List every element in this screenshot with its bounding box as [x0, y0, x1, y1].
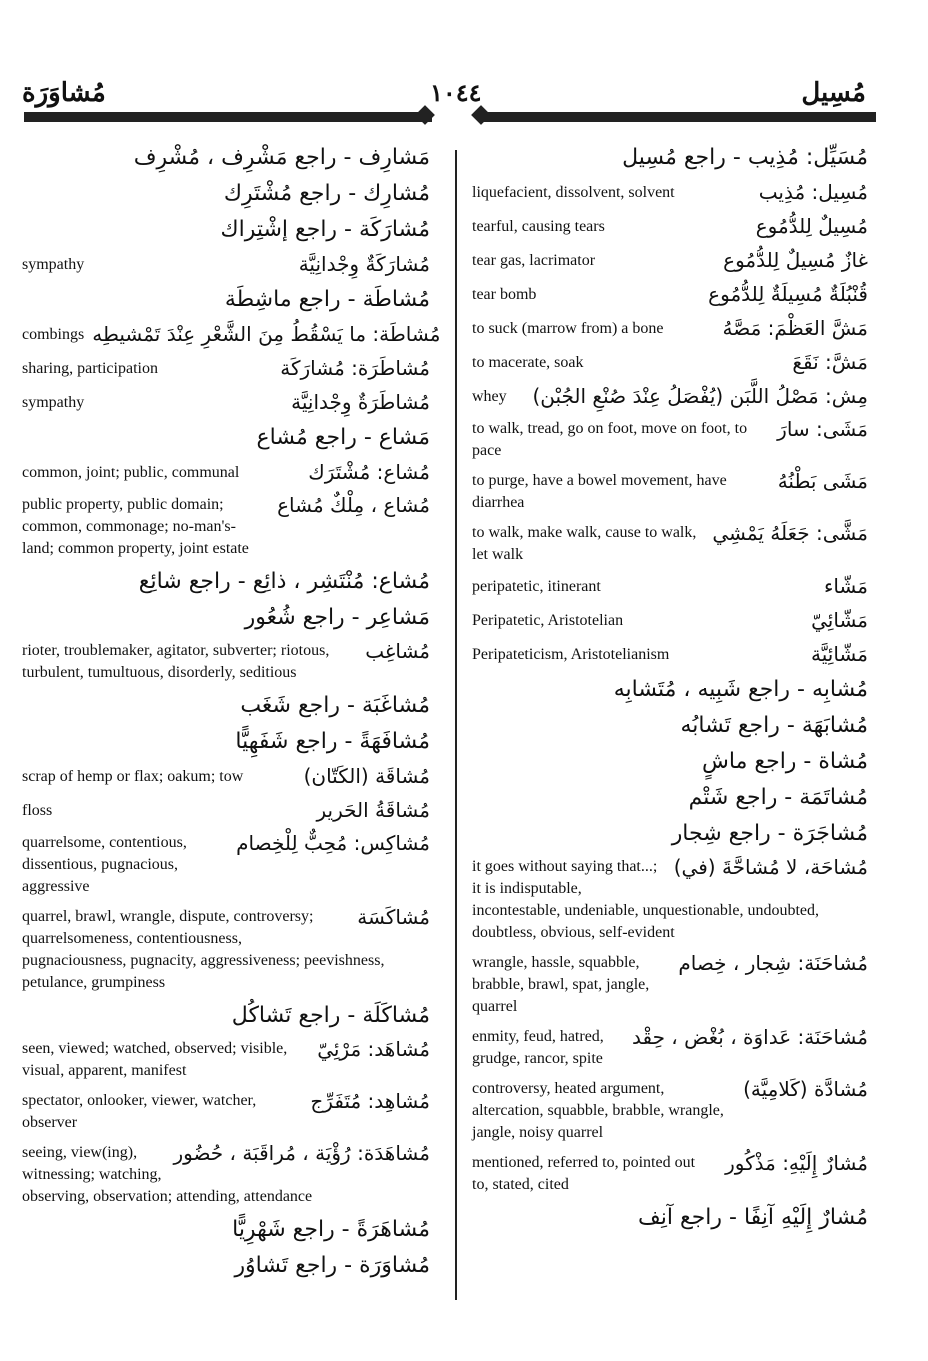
arabic-headword: غازٌ مُسِيلٌ لِلدُّمُوع	[723, 248, 868, 272]
arabic-headword: مُشاغِب	[365, 639, 430, 663]
dictionary-entry	[472, 466, 868, 514]
arabic-headword: مُشاطَة: ما يَسْقُطُ مِنَ الشَّعْرِ عِنْدَ تَمْشيطِه	[92, 322, 441, 346]
english-definition: common, joint; public, communal	[22, 464, 240, 481]
page-number: ١٠٤٤	[430, 78, 482, 107]
english-definition: controversy, heated argument, altercation, squabble, brabble, wrangle, jangle, noisy quarrel	[472, 1080, 724, 1141]
dictionary-entry	[22, 688, 430, 724]
dictionary-entry	[22, 282, 430, 318]
dictionary-entry	[22, 352, 430, 386]
arabic-headword: مُشاهَد: مَرْئِيّ	[317, 1037, 430, 1061]
arabic-headword: مَشَّى: جَعَلَهُ يَمْشِي	[712, 521, 868, 545]
dictionary-entry	[472, 672, 868, 708]
arabic-headword: مُسَيِّل: مُذِيب - راجع مُسِيل	[622, 145, 868, 170]
running-headword-right: مُسِيل	[801, 78, 866, 108]
english-definition: to walk, make walk, cause to walk, let walk	[472, 524, 697, 563]
english-definition: seen, viewed; watched, observed; visible, visual, apparent, manifest	[22, 1040, 288, 1079]
dictionary-entry	[22, 176, 430, 212]
english-definition: Peripateticism, Aristotelianism	[472, 646, 670, 663]
english-definition: floss	[22, 802, 53, 819]
english-definition: it goes without saying that...; it is indisputable, incontestable, undeniable, unquestionable, undoubted, doubtless, obvious, self-evident	[472, 858, 820, 941]
english-definition: sympathy	[22, 256, 85, 273]
english-definition: quarrelsome, contentious, dissentious, pugnacious, aggressive	[22, 834, 187, 895]
dictionary-entry	[472, 744, 868, 780]
arabic-headword: مُشاحَة، لا مُشاحَّةَ (في)	[673, 855, 868, 879]
dictionary-entry	[472, 414, 868, 462]
dictionary-entry	[472, 604, 868, 638]
dictionary-entry	[22, 1086, 430, 1134]
english-definition: to suck (marrow from) a bone	[472, 320, 664, 337]
english-definition: combings	[22, 326, 85, 343]
dictionary-entry	[22, 828, 430, 898]
arabic-headword: مُشاهَدَة: رُؤْيَة ، مُراقَبَة ، حُضُور	[173, 1141, 430, 1165]
arabic-headword: مُشابَهَة - راجع تَشابُه	[680, 713, 868, 738]
arabic-headword: مُشاع: مُنْتَشِر ، ذائِع - راجع شائِع	[138, 569, 430, 594]
english-definition: sympathy	[22, 394, 85, 411]
english-definition: rioter, troublemaker, agitator, subverter; riotous, turbulent, tumultuous, disorderly, seditious	[22, 642, 330, 681]
arabic-headword: مَشَّ: نَقَعَ	[792, 350, 868, 374]
arabic-headword: مَشاع - راجع مُشاع	[256, 425, 430, 450]
english-definition: peripatetic, itinerant	[472, 578, 601, 595]
dictionary-entry	[472, 1148, 868, 1196]
dictionary-entry	[472, 1200, 868, 1236]
dictionary-entry	[472, 708, 868, 744]
dictionary-entry	[472, 244, 868, 278]
arabic-headword: مُشارٌ إِلَيْهِ آنِفًا - راجع آنِف	[637, 1205, 868, 1230]
arabic-headword: مَشَّ العَظْمَ: مَصَّهُ	[722, 316, 868, 340]
arabic-headword: مُشاهِد: مُتَفَرِّج	[310, 1089, 430, 1113]
arabic-headword: مُشاطَرَة: مُشارَكَة	[280, 356, 430, 380]
english-definition: spectator, onlooker, viewer, watcher, observer	[22, 1092, 257, 1131]
arabic-headword: مُشابِه - راجع شَبِيه ، مُتَشابِه	[613, 677, 868, 702]
english-definition: to purge, have a bowel movement, have diarrhea	[472, 472, 727, 511]
english-definition: wrangle, hassle, squabble, brabble, brawl, spat, jangle, quarrel	[472, 954, 650, 1015]
english-definition: whey	[472, 388, 507, 405]
english-definition: tearful, causing tears	[472, 218, 605, 235]
arabic-headword: مَشّائِيّ	[811, 608, 868, 632]
arabic-headword: مَشّاء	[823, 574, 868, 598]
dictionary-entry	[22, 490, 430, 560]
dictionary-entry	[22, 1248, 430, 1284]
english-definition: liquefacient, dissolvent, solvent	[472, 184, 675, 201]
arabic-headword: مُشاكَلَة - راجع تَشاكُل	[231, 1003, 430, 1028]
arabic-headword: مَشارِف - راجع مَشْرِف ، مُشْرِف	[133, 145, 430, 170]
dictionary-entry	[22, 600, 430, 636]
dictionary-entry	[22, 1138, 430, 1208]
running-headword-left: مُشاوَرَة	[22, 78, 106, 108]
dictionary-entry	[22, 140, 430, 176]
dictionary-entry	[22, 1034, 430, 1082]
english-definition: Peripatetic, Aristotelian	[472, 612, 624, 629]
dictionary-entry	[472, 638, 868, 672]
arabic-headword: مُشاطَة - راجع ماشِطَة	[224, 287, 430, 312]
english-definition: public property, public domain; common, commonage; no-man's-land; common property, joint estate	[22, 496, 249, 557]
english-definition: to walk, tread, go on foot, move on foot, to pace	[472, 420, 748, 459]
arabic-headword: مُشاحَنَة: عَداوَة ، بُغْض ، حِقْد	[631, 1025, 868, 1049]
dictionary-entry	[472, 1022, 868, 1070]
dictionary-entry	[472, 140, 868, 176]
english-definition: sharing, participation	[22, 360, 158, 377]
dictionary-entry	[22, 456, 430, 490]
dictionary-entry	[22, 564, 430, 600]
arabic-headword: مُشاوَرَة - راجع تَشاوُر	[234, 1253, 430, 1278]
dictionary-entry	[22, 248, 430, 282]
dictionary-entry	[22, 636, 430, 684]
dictionary-entry	[472, 176, 868, 210]
arabic-headword: مَشَى بَطْنُهُ	[777, 469, 868, 493]
english-definition: enmity, feud, hatred, grudge, rancor, spite	[472, 1028, 604, 1067]
arabic-headword: مُشاهَرَةً - راجع شَهْرِيًّا	[232, 1217, 430, 1242]
header-rule-right	[480, 112, 876, 122]
dictionary-entry	[22, 386, 430, 420]
dictionary-entry	[22, 1212, 430, 1248]
arabic-headword: مَشاعِر - راجع شُعُور	[244, 605, 430, 630]
dictionary-entry	[472, 816, 868, 852]
arabic-headword: مَشَى: سارَ	[777, 417, 868, 441]
arabic-headword: مُسِيلٌ لِلدُّمُوع	[755, 214, 868, 238]
arabic-headword: مِش: مَصْلُ اللَّبَن (يُفْصَلُ عِنْدَ صُنْعِ الجُبْن)	[532, 384, 868, 408]
arabic-headword: مُشاقَة (الكَتّان)	[303, 764, 430, 788]
dictionary-entry	[472, 948, 868, 1018]
arabic-headword: قُنْبُلَةٌ مُسِيلَةٌ لِلدُّمُوع	[708, 282, 868, 306]
dictionary-entry	[22, 420, 430, 456]
header-rule-left	[24, 112, 432, 122]
arabic-headword: مُشاكِس: مُحِبٌّ لِلْخِصام	[236, 831, 430, 855]
dictionary-entry	[472, 278, 868, 312]
arabic-headword: مُشاحَنَة: شِجار ، خِصام	[678, 951, 868, 975]
dictionary-entry	[472, 518, 868, 566]
english-definition: to macerate, soak	[472, 354, 584, 371]
dictionary-entry	[472, 380, 868, 414]
right-column	[472, 140, 868, 1236]
left-column	[22, 140, 441, 1284]
dictionary-entry	[472, 346, 868, 380]
english-definition: quarrel, brawl, wrangle, dispute, controversy; quarrelsomeness, contentiousness, pugnaciousness, pugnacity, aggressiveness; peevishness, petulance, grumpiness	[22, 908, 385, 991]
arabic-headword: مُشارَكَةٌ وِجْدانِيَّة	[298, 252, 430, 276]
column-divider	[455, 150, 457, 1300]
dictionary-entry	[22, 998, 430, 1034]
arabic-headword: مُشادَّة (كَلامِيَّة)	[743, 1077, 868, 1101]
english-definition: tear gas, lacrimator	[472, 252, 596, 269]
arabic-headword: مُشارٌ إِلَيْهِ: مَذْكُور	[725, 1151, 868, 1175]
dictionary-entry	[22, 724, 430, 760]
dictionary-entry	[472, 570, 868, 604]
arabic-headword: مُشاع ، مِلْكٌ مُشاع	[277, 493, 430, 517]
english-definition: scrap of hemp or flax; oakum; tow	[22, 768, 244, 785]
arabic-headword: مُشاقَةُ الحَرير	[316, 798, 430, 822]
english-definition: mentioned, referred to, pointed out to, stated, cited	[472, 1154, 696, 1193]
arabic-headword: مُشاطَرَةٌ وِجْدانِيَّة	[291, 390, 430, 414]
arabic-headword: مُشاة - راجع ماشٍ	[702, 749, 868, 774]
dictionary-entry	[22, 760, 430, 794]
arabic-headword: مُشاجَرَة - راجع شِجار	[671, 821, 868, 846]
arabic-headword: مُشاغَبَة - راجع شَغَب	[240, 693, 430, 718]
arabic-headword: مُشارِك - راجع مُشْتَرِك	[223, 181, 430, 206]
dictionary-entry	[472, 210, 868, 244]
arabic-headword: مُشاتَمَة - راجع شَتْم	[688, 785, 868, 810]
english-definition: seeing, view(ing), witnessing; watching, observing, observation; attending, attendance	[22, 1144, 313, 1205]
english-definition: tear bomb	[472, 286, 537, 303]
dictionary-entry	[22, 318, 441, 352]
dictionary-entry	[472, 1074, 868, 1144]
arabic-headword: مَشّائِيَّة	[811, 642, 868, 666]
arabic-headword: مُشاع: مُشْتَرَك	[308, 460, 430, 484]
dictionary-entry	[472, 312, 868, 346]
dictionary-entry	[22, 212, 430, 248]
arabic-headword: مُسِيل: مُذِيب	[758, 180, 868, 204]
dictionary-entry	[472, 780, 868, 816]
arabic-headword: مُشاكَسَة	[357, 905, 430, 929]
arabic-headword: مُشافَهَةً - راجع شَفَهِيًّا	[235, 729, 430, 754]
dictionary-entry	[472, 852, 868, 944]
dictionary-entry	[22, 794, 430, 828]
dictionary-entry	[22, 902, 430, 994]
arabic-headword: مُشارَكَة - راجع إشْتِراك	[220, 217, 430, 242]
